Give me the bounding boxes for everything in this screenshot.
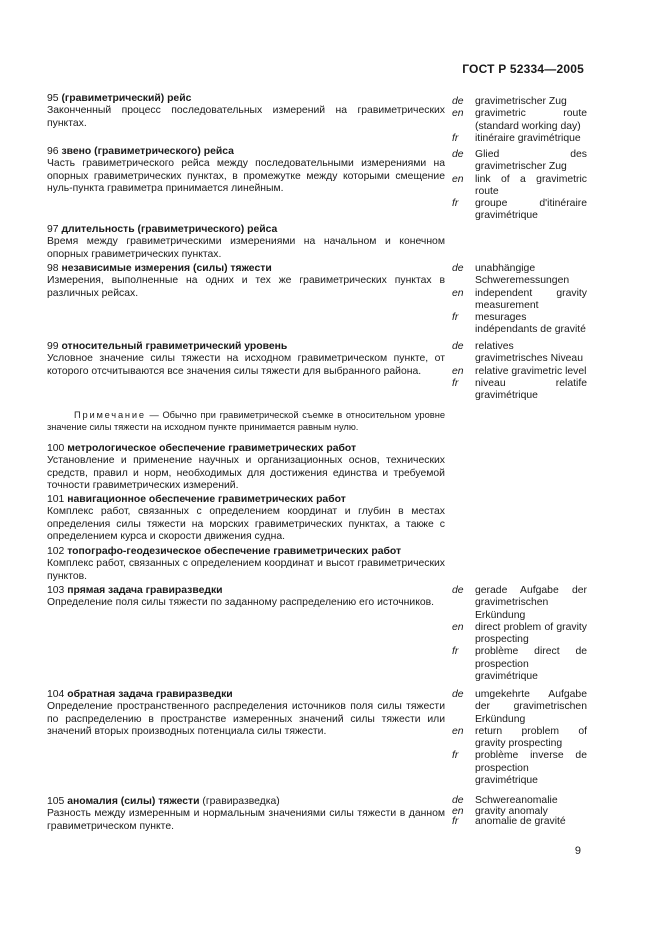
term-equivalents: de gravimetrischer Zug en gravimetric route (standard working day) fr itinéraire gravimétrique [452, 96, 587, 144]
equivalent-de: relatives gravimetrisches Niveau [475, 341, 583, 365]
term-number: 101 [47, 494, 65, 505]
term-definition: Измерения, выполненные на одних и тех же гравиметрических пунктах в различных рейсах. [47, 275, 445, 299]
term-number: 105 [47, 796, 65, 807]
term-title: навигационное обеспечение гравиметрических работ [67, 494, 346, 505]
note-label: Примечание [74, 410, 146, 420]
term-title: (гравиметрический) рейс [61, 93, 192, 104]
equivalent-en: link of a gravimetric route [475, 173, 587, 197]
term-definition: Установление и применение научных и организационных основ, технических средств, правил и норм, необходимых для достижения единства и требуемой точности гравиметрических измерений. [47, 455, 445, 491]
term-title: звено (гравиметрического) рейса [61, 146, 234, 157]
term-text [47, 341, 445, 378]
term-definition: Разность между измеренным и нормальным значениями силы тяжести в данном гравиметрическом пункте. [47, 808, 445, 832]
note [47, 410, 445, 433]
term-definition: Комплекс работ, связанных с определением координат и высот гравиметрических пунктов. [47, 558, 445, 582]
equivalent-en: independent gravity measurement [475, 287, 587, 311]
term-text [47, 689, 445, 738]
equivalent-de: umgekehrte Aufgabe der gravimetrischen Erkündung [475, 689, 587, 725]
term-definition: Часть гравиметрического рейса между последовательными измерениями на опорных гравиметрических пунктах, в промежутке между которыми смещение нуль-пункта гравиметра принимается линейным. [47, 158, 445, 194]
term-number: 98 [47, 263, 59, 274]
term-definition: Определение поля силы тяжести по заданному распределению его источников. [47, 597, 435, 609]
term-number: 96 [47, 146, 59, 157]
equivalent-de: unabhängige Schweremessungen [475, 263, 570, 287]
equivalent-de: gerade Aufgabe der gravimetrischen Erkündung [475, 585, 587, 621]
equivalent-de: gravimetrischer Zug [475, 96, 567, 107]
term-equivalents: de unabhängige Schweremessungen en independent gravity measurement fr mesurages indépendants de gravité [452, 263, 587, 336]
equivalent-en: gravimetric route (standard working day) [475, 108, 587, 132]
equivalent-en: direct problem of gravity prospecting [475, 621, 587, 646]
term-text [47, 796, 445, 833]
term-number: 104 [47, 689, 65, 700]
equivalent-fr: problème direct de prospection gravimétrique [475, 646, 587, 683]
term-title: независимые измерения (силы) тяжести [61, 263, 272, 274]
term-number: 100 [47, 443, 65, 454]
equivalent-fr: groupe d'itinéraire gravimétrique [475, 198, 587, 222]
equivalent-fr: itinéraire gravimétrique [475, 132, 581, 144]
equivalent-fr: mesurages indépendants de gravité [475, 312, 586, 336]
term-equivalents: de Glied des gravimetrischer Zug en link of a gravimetric route fr groupe d'itinéraire gravimétrique [452, 149, 587, 222]
term-equivalents: de umgekehrte Aufgabe der gravimetrischen Erkündung en return problem of gravity prospecting fr problème inverse de prospection gravimétrique [452, 689, 587, 787]
page-number: 9 [574, 845, 581, 857]
term-text [47, 494, 445, 543]
term-text [47, 443, 445, 492]
term-number: 103 [47, 585, 65, 596]
term-definition: Время между гравиметрическими измерениями на начальном и конечном опорных гравиметрических пунктах. [47, 236, 445, 260]
equivalent-fr: problème inverse de prospection gravimétrique [475, 750, 587, 787]
term-title: топографо-геодезическое обеспечение гравиметрических работ [67, 546, 402, 557]
term-definition: Законченный процесс последовательных измерений на гравиметрических пунктах. [47, 105, 445, 129]
term-title: обратная задача гравиразведки [67, 689, 233, 700]
term-text [47, 224, 445, 261]
term-title: прямая задача гравиразведки [67, 585, 223, 596]
equivalent-fr: niveau relatife gravimétrique [475, 377, 587, 402]
term-text [47, 585, 445, 610]
term-number: 102 [47, 546, 65, 557]
term-equivalents: de relatives gravimetrisches Niveau en relative gravimetric level fr niveau relatife gravimétrique [452, 341, 587, 402]
equivalent-en: relative gravimetric level [475, 365, 587, 377]
equivalent-en: gravity anomaly [475, 805, 548, 817]
term-definition: Комплекс работ, связанных с определением координат и глубин в местах определения силы тяжести на морских гравиметрических пунктах, а также с определением курса и скорости движения судна. [47, 506, 445, 542]
term-title: длительность (гравиметрического) рейса [61, 224, 278, 235]
term-text [47, 93, 445, 130]
term-text [47, 263, 445, 300]
term-title: метрологическое обеспечение гравиметрических работ [67, 443, 357, 454]
note-text: — Обычно при гравиметрической съемке в относительном уровне значение силы тяжести на исходном пункте принимается равным нулю. [47, 410, 445, 432]
term-definition: Определение пространственного распределения источников поля силы тяжести по распределению в пространстве измеренных значений силы тяжести или значений вторых производных потенциала силы тяжести. [47, 701, 445, 737]
term-definition: Условное значение силы тяжести на исходном гравиметрическом пункте, от которого отсчитываются все значения силы тяжести для выбранного района. [47, 353, 445, 377]
term-number: 97 [47, 224, 59, 235]
equivalent-fr: anomalie de gravité [475, 816, 566, 828]
equivalent-de: Glied des gravimetrischer Zug [475, 149, 587, 173]
term-title: относительный гравиметрический уровень [61, 341, 288, 352]
equivalent-de: Schwereanomalie [475, 795, 558, 806]
term-number: 95 [47, 93, 59, 104]
term-suffix: (гравиразведка) [199, 796, 280, 807]
term-text [47, 146, 445, 195]
document-header: ГОСТ Р 52334—2005 [462, 62, 584, 76]
term-text [47, 546, 445, 583]
term-title: аномалия (силы) тяжести [67, 796, 200, 807]
term-equivalents: de Schwereanomalie en gravity anomaly fr anomalie de gravité [452, 796, 587, 828]
term-equivalents: de gerade Aufgabe der gravimetrischen Erkündung en direct problem of gravity prospecting fr problème direct de prospection gravimétrique [452, 585, 587, 683]
equivalent-en: return problem of gravity prospecting [475, 725, 587, 750]
term-number: 99 [47, 341, 59, 352]
